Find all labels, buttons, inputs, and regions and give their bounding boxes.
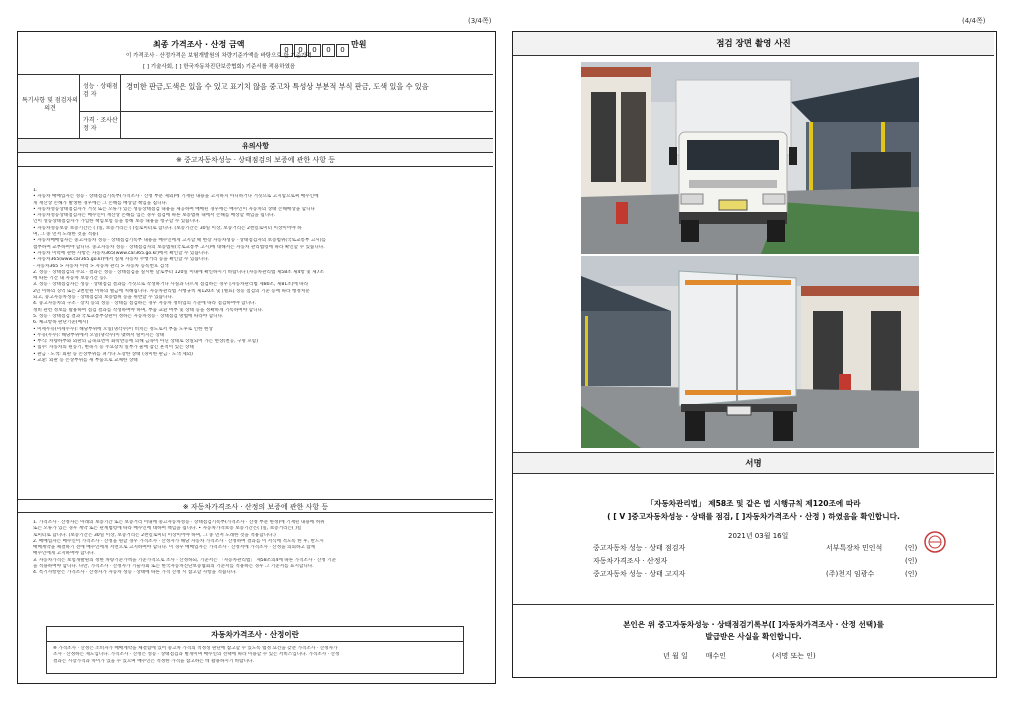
notice-line: • 자동차 매매업자는 성능 · 상태점검기록부(가격조사 · 산정 부분 제외)에 기재된 내용을 고지하지 아니하거나 거짓으로 고지함으로써 매수인에 (33, 194, 319, 200)
buyer-signature: (서명 또는 인) (772, 652, 816, 660)
notice-line: 조사 · 산정하는 제도입니다. 가격조사 · 산정은 성능 · 상태점검과 별개이며 매수인의 선택에 따라 이용할 수 있는 서비스입니다. 가격조사 · 산정 (53, 652, 340, 658)
appraisal-box-title: 자동차가격조사 · 산정이란 (211, 630, 299, 639)
special-notes-label-cell (18, 75, 80, 139)
notice-line: • 교환: 외판 등 손상부위를 새 부품으로 교체한 상태 (33, 358, 138, 364)
signer-name: 서부특장차 민인석 (826, 544, 883, 552)
signer-role: 자동차가격조사 · 산정자 (593, 557, 668, 565)
photo-title-row (513, 32, 994, 56)
appraisal-box (46, 642, 464, 674)
notice-line: 되고, 중고자동차성능 · 상태점검의 보증범위 등을 위반할 수 있습니다. (33, 295, 174, 301)
notice-line: 매수인에게 고지하여야 합니다. (33, 551, 96, 557)
confirmation-block (513, 604, 994, 675)
notice-line: 5. 성능 · 상태점검 결과 국토교통부장관이 정하는 자동차성능 · 상태점검 방법에 따라야 합니다. (33, 313, 224, 319)
notice-line: • 자동차성능상태점검자는 매수인이 재산상 손해를 입은 경우 점검에 따른 보증범위 내에서 손해를 배상할 책임을 집니다. (33, 213, 276, 219)
notice-line: 4. 중고자동차의 구조 · 장치 등의 성능 · 상태를 점검하는 경우 자동차 정비업의 기준에 따라 점검하여야 합니다. (33, 301, 256, 307)
notice-title: 유의사항 (241, 142, 270, 150)
signer-row (593, 542, 973, 555)
section1-title-row (18, 153, 493, 167)
confirmation-text (513, 619, 994, 643)
final-price-block (18, 32, 493, 75)
left-page (17, 31, 496, 684)
notice-line: 1. (33, 188, 38, 193)
truck-rear-photo (581, 256, 919, 448)
signer-row (593, 568, 973, 581)
price-digit: 0 (294, 44, 307, 57)
price-digit: 0 (308, 44, 321, 57)
buyer-role: 매수인 (705, 652, 727, 660)
statement-line-1: 「자동차관리법」 제58조 및 같은 법 시행규칙 제120조에 따라 (646, 499, 861, 508)
inspector-label: 성능 · 상태점검 자 (83, 83, 118, 98)
statement (513, 497, 994, 523)
notice-line: • 부식: 차량하부와 외판의 금속표면이 화학반응에 의해 금속이 아닌 상태로 상실되어 가는 현상(천공, 구멍 포함) (33, 339, 259, 345)
signer-row (593, 555, 973, 568)
signature-title-row (513, 452, 994, 474)
notice-line: 며, 그 중 먼저 도래한 것을 적용) (33, 232, 99, 238)
notice-line: 6. 체크항목 판단기준(예시) (33, 320, 89, 326)
right-page (512, 31, 997, 678)
notice-line: • 침수: 자동차의 원동기, 변속기 등 주요장치 일부가 물에 잠긴 흔적이 있는 상태 (33, 345, 194, 351)
inspector-label-cell (80, 75, 121, 112)
buyer-sign-line (663, 651, 816, 661)
right-page-number: (4/4쪽) (962, 17, 986, 25)
photo-title: 점검 장면 촬영 사진 (716, 39, 791, 49)
signer-seal: (인) (905, 544, 918, 552)
signer-role: 중고자동차 성능 · 상태 고지자 (593, 570, 686, 578)
notice-title-row (18, 139, 493, 153)
notice-line: - 자동차365 > 자동차 이력 > 자동차 관리 > 자동차 등록번호 검색 (33, 263, 169, 269)
final-price-label: 최종 가격조사 · 산정 금액 (153, 40, 245, 49)
truck-rear-illustration (581, 256, 919, 448)
buyer-date: 년 월 일 (663, 652, 688, 660)
section2-title-row (18, 499, 493, 513)
notice-line: 을 적용하여야 합니다. 다만, 가격조사 · 산정자가 기술사회 또는 한국자동차진단보증협회의 기준서를 적용하는 경우 그 기준서를 표시합니다. (33, 564, 314, 570)
notice-line: • 자동차매매업자는 중고자동차 성능 · 상태점검기록부 내용을 매수인에게 고지할 때 현장 자동차성능 · 상태점검자의 보증범위(국토교통부 고시)를 (33, 238, 326, 244)
truck-front-illustration (581, 62, 919, 254)
notice-line: 3. 자동차가격은 보험개발원의 정한 차량기준가액을 기준가격으로 조사 · 산정하되, 기준서는 「자동차관리법」 제58조의4에 따른 가격조사 · 산정 기준 (33, 557, 337, 563)
price-digit: 0 (280, 44, 293, 57)
notice-line: • 자동차 이력에 관한 사항은 자동차365(www.car365.go.kr)에서 확인할 수 있습니다. (33, 250, 210, 256)
notice-line: • 자동차성능상태점검자가 거짓 또는 오류가 있는 성능상태점검 내용을 제공하여 매매된 경우에는 매수인이 자동차의 상태 손해배상을 합니다 (33, 206, 315, 212)
signers-list (593, 542, 973, 581)
notice-line: • 판금 · 도색: 외판 등 손상부위를 펴거나 도장한 상태 (경미한 판금 · 도색 제외) (33, 351, 193, 357)
truck-front-photo (581, 62, 919, 254)
standard-checks: [ ] 기술사회, [ ] 한국자동차진단보증협회) 기준서를 적용하였음 (143, 64, 296, 70)
special-notes-label: 특기사항 및 점검자의 의견 (22, 97, 78, 112)
signer-seal: (인) (905, 557, 918, 565)
statement-line-2: ( [ V ]중고자동차성능 · 상태를 점검, [ ]자동차가격조사 · 산정 ) 하였음을 확인합니다. (607, 512, 900, 521)
notice-line: 2. 성능 · 상태점검의 주요 · 결과는 성능 · 상태점검을 실시한 날로부터 120일 이내에 확인하시기 바랍니다 (자동차관리법 제58조 제4항 및 제7조 (33, 269, 324, 275)
price-digit: 0 (336, 44, 349, 57)
notice-line: 게 재산상 손해가 발생한 경우에는 그 손해를 배상할 책임을 집니다. (33, 200, 168, 206)
notice-line: 2. 매매업자는 매수인이 가격조사 · 산정을 원할 경우 가격조사 · 산정자가 해당 자동차 가격조사 · 산정하여 결과를 이 서식에 적도록 한 후, 반드시 (33, 538, 324, 544)
inspector-opinion-cell (121, 75, 493, 112)
official-seal-icon (923, 530, 947, 554)
notice-line: 인이 성능상태점검자가 가입한 책임보험 등을 통해 보증 내용을 청구할 수 있습니다. (33, 219, 200, 225)
left-page-number: (3/4쪽) (468, 17, 492, 25)
signature-title: 서명 (745, 459, 762, 469)
appraiser-label: 가격 · 조사산정 자 (83, 117, 118, 132)
notice-line: 결과는 시장가격과 차이가 있을 수 있으며 매수인은 적정한 가격을 참고하는 데 활용하시기 바랍니다. (53, 658, 254, 664)
appraisal-box-title-cell (46, 626, 464, 642)
notice-line: 1. 가격조사 · 산정자는 아래의 보증기간 또는 보증거리 이내에 중고자동차성능 · 상태점검기록부(가격조사 · 산정 부분 한정)에 기재된 내용에 허위 (33, 520, 325, 525)
notice-line: • 미세누유(미세누수): 해당부위에 오일(냉각수)이 비치는 정도로서 부품 노후로 인한 현상 (33, 326, 213, 332)
appraisal-box-text (53, 646, 458, 665)
signer-name: (주)천지 임광수 (826, 570, 875, 578)
price-digit: 0 (322, 44, 335, 57)
section2-title: ※ 자동차가격조사 · 산정의 보증에 관한 사항 등 (182, 503, 329, 511)
signer-seal: (인) (905, 570, 918, 578)
final-price-note: 이 가격조사 · 산정가격은 보험개발원의 차량기준가액을 바탕으로 한 기준가격 (126, 53, 312, 59)
confirmation-line-2: 발급받은 사실을 확인합니다. (705, 632, 802, 641)
inspector-opinion: 경미한 판금,도색은 있을 수 있고 표기치 않음 중고차 특성상 부분적 부식 판금, 도색 있을 수 있음 (126, 82, 429, 91)
appraiser-label-cell (80, 112, 121, 139)
appraiser-opinion-cell (121, 112, 493, 139)
notice-line: 정비 관련 정보를 활용하여 점검 결과를 작성하여야 하며, 부품 교환 여부 및 상태 등을 정확하게 기록하여야 합니다. (33, 307, 264, 313)
notice-line: 매매계약을 체결하기 전에 매수인에게 서면으로 고지하여야 합니다. 이 경우 매매업자는 가격조사 · 산정서에 가격조사 · 산정을 의뢰하고 함께 (33, 545, 316, 551)
sign-date: 2021년 03월 16일 (728, 532, 789, 540)
notice-line: 에 따른 기간 내 자동차 보증기간 등). (33, 276, 108, 282)
section2-notes (33, 520, 483, 577)
notice-line: 4. 특기사항란은 가격조사 · 산정자가 자동차 성능 · 상태에 따른 가격 산정 시 참고할 사항을 적습니다. (33, 570, 237, 576)
signer-role: 중고자동차 성능 · 상태 점검자 (593, 544, 686, 552)
confirmation-line-1: 본인은 위 중고자동차성능 · 상태점검기록부([ ]자동차가격조사 · 산정 선택)를 (623, 620, 884, 629)
final-price-unit: 만원 (351, 40, 367, 49)
notice-line: • 누유(누수): 해당부위에서 오일(냉각수)이 맺혀서 떨어지는 상태 (33, 332, 165, 338)
notice-line: 로미터로 합니다. (보증기간은 30일 이상, 보증거리는 2천킬로미터 이상이어야 하며, 그 중 먼저 도래한 것을 적용합니다.) (33, 532, 276, 538)
notice-line: 3. 성능 · 상태점검자는 성능 · 상태점검 결과를 거짓으로 작성하거나 사실과 다르게 점검하는 경우 [자동차관리법 제80조, 제81조]에 따라 (33, 282, 309, 288)
notice-line: • 자동차365(www.car365.go.kr)에서 실제 자동차 주행거리 등을 확인할 수 있습니다. (33, 257, 210, 263)
section1-notes (33, 188, 483, 364)
notice-line: 2년 이하의 징역 또는 2천만원 이하의 벌금에 처해집니다. 자동차관리법 시행규칙 제120조 및 [별표] 성능 점검의 기준 등에 따라 행정처분 (33, 288, 310, 294)
notice-line: ※ 가격조사 · 산정은 소비자가 매매계약을 체결함에 있어 중고차 가격의 적정성 판단에 참고할 수 있도록 법정 요건을 갖춘 가격조사 · 산정자가 (53, 646, 338, 651)
notice-line: 첨부하여 교부하여야 합니다. 중고자동차 성능 · 상태점검자의 보증범위(국토교통부 고시)에 대해서는 자동차 관리법령에 따라 확인할 수 있습니다. (33, 244, 325, 250)
section1-title: ※ 중고자동차성능 · 상태점검의 보증에 관한 사항 등 (176, 156, 335, 164)
notice-line: • 자동차성능보증 보증기간은 ( )일, 보증거리는 ( )킬로미터로 합니다. (보증기간은 30일 이상, 보증거리는 2천킬로미터 이상이어야 하 (33, 225, 302, 231)
notice-line: 또는 오류가 있는 경우 계약 또는 관계법령에 따라 매수인에 대하여 책임을 집니다. • 자동차가격보증 보증기간은( )일, 보증거리는( )킬 (33, 526, 302, 532)
